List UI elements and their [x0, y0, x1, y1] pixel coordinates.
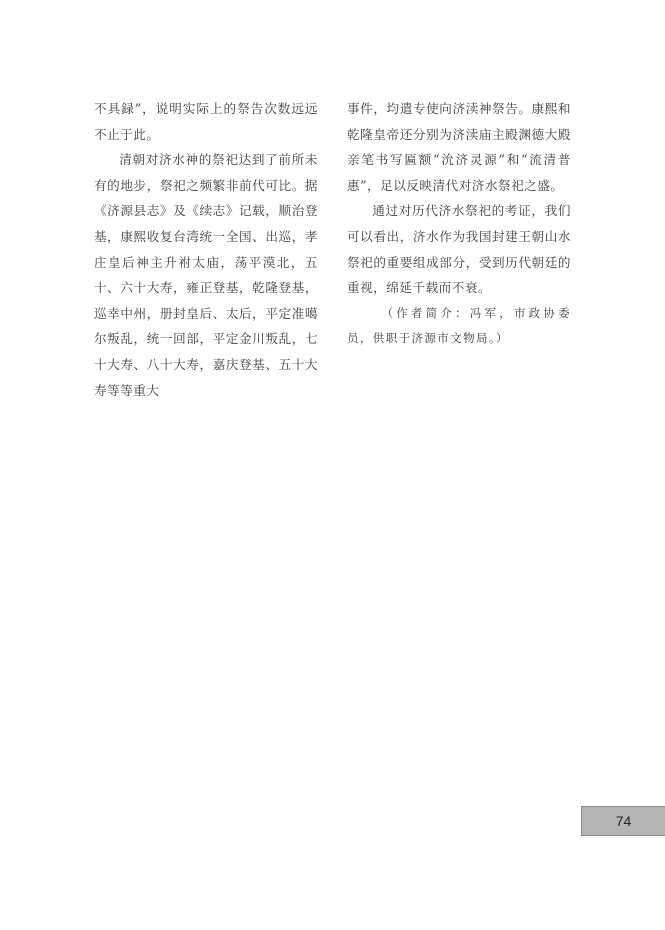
- right-text-column: [347, 96, 571, 352]
- page-number-box: [581, 806, 665, 836]
- left-paragraph-2: 清朝对济水神的祭祀达到了前所未有的地步，祭祀之频繁非前代可比。据《济源县志》及《续志》记载，顺治登基，康熙收复台湾统一全国、出巡，孝庄皇后神主升祔太庙，荡平漠北，五十、六十大寿，雍正登基，乾隆登基，巡幸中州，册封皇后、太后，平定准噶尔叛乱，统一回部，平定金川叛乱，七十大寿、八十大寿，嘉庆登基、五十大寿等等重大: [94, 152, 318, 398]
- author-note: （作者简介：冯军，市政协委员，供职于济源市文物局。）: [347, 305, 571, 346]
- left-text-column: [94, 96, 318, 403]
- right-paragraph-2: 通过对历代济水祭祀的考证，我们可以看出，济水作为我国封建王朝山水祭祀的重要组成部分，受到历代朝廷的重视，绵延千载而不衰。: [347, 203, 571, 296]
- left-paragraph-1: 不具録”，说明实际上的祭告次数远远不止于此。: [94, 101, 318, 142]
- page-number: 74: [615, 813, 632, 829]
- right-paragraph-1: 事件，均遣专使向济渎神祭告。康熙和乾隆皇帝还分别为济渎庙主殿渊德大殿亲笔书写匾额“沇济灵源”和“流清普惠”，足以反映清代对济水祭祀之盛。: [347, 101, 571, 193]
